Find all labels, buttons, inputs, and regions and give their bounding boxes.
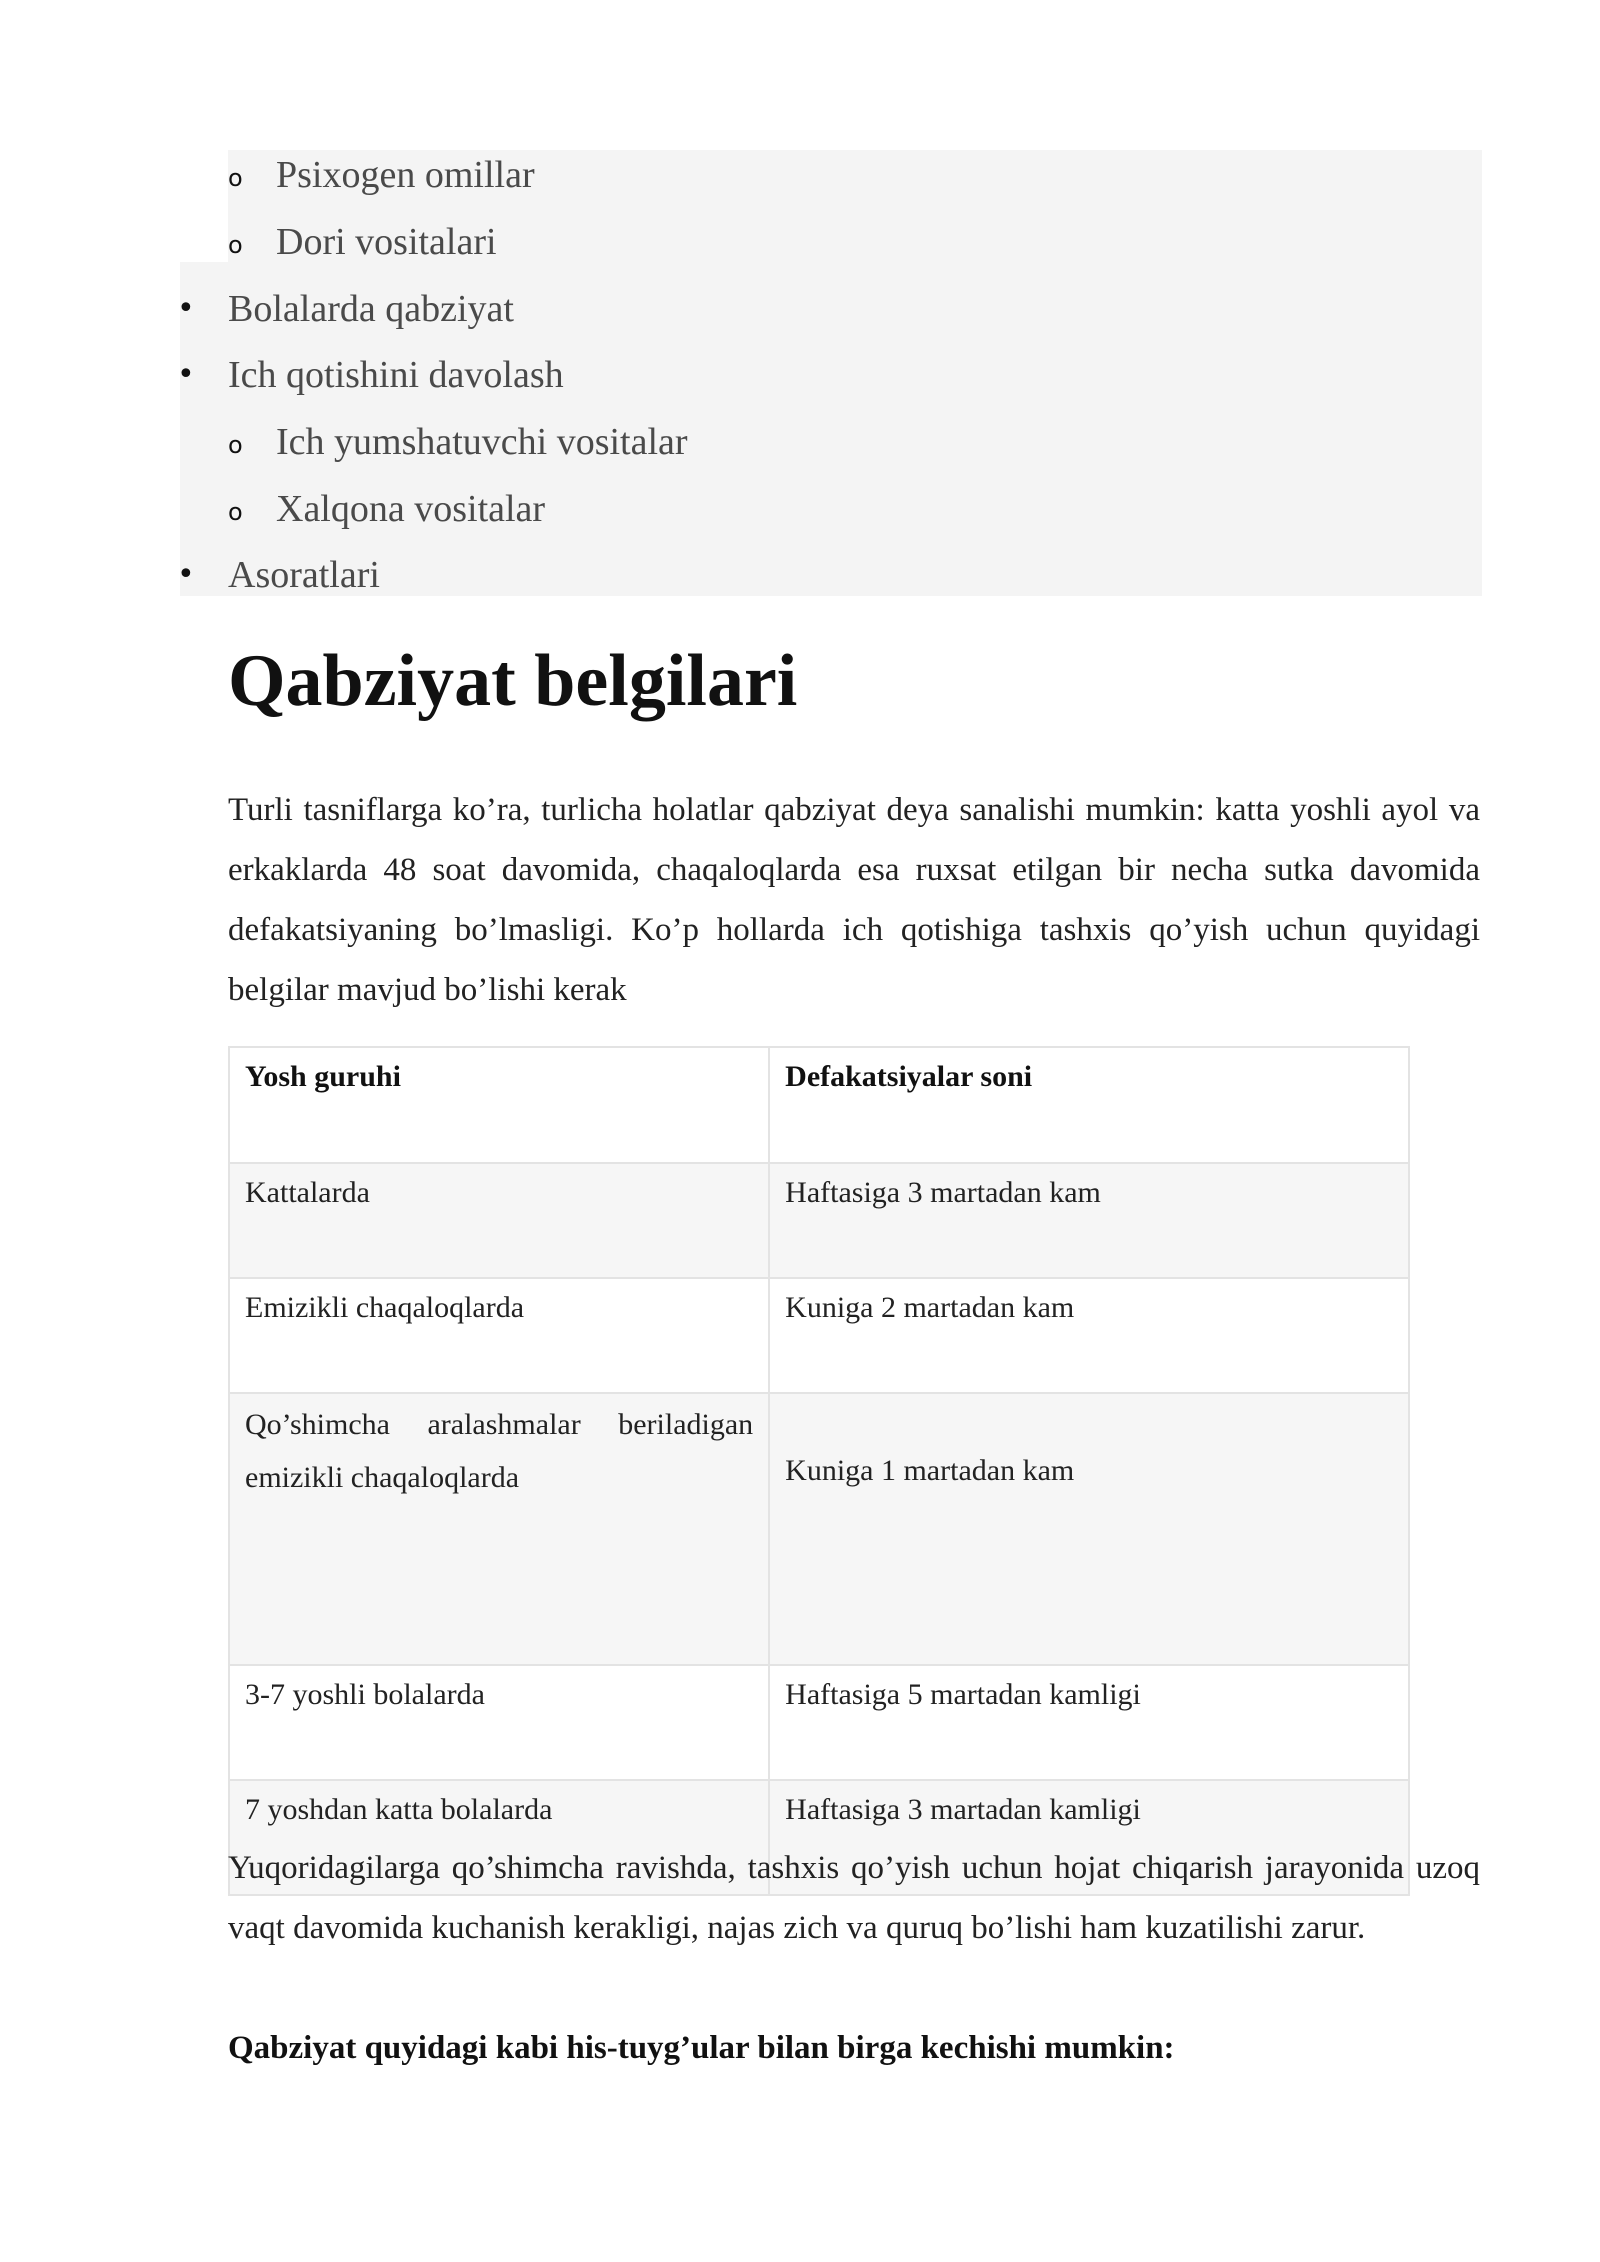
- intro-paragraph: Turli tasniflarga ko’ra, turlicha holatlar qabziyat deya sanalishi mumkin: katta yoshli ayol va erkaklarda 48 soat davomida, chaqaloqlarda esa ruxsat etilgan bir necha sutka davomida defakatsiyaning bo’lmasligi. Ko’p hollarda ich qotishiga tashxis qo’yish uchun quyidagi belgilar mavjud bo’lishi kerak: [228, 792, 1480, 1008]
- toc-link-xalqona-vositalar[interactable]: Xalqona vositalar: [276, 488, 546, 530]
- table-cell-frequency: Haftasiga 3 martadan kamligi: [769, 1780, 1409, 1895]
- toc-link-psixogen-omillar[interactable]: Psixogen omillar: [276, 154, 535, 196]
- table-cell-age-group: 3-7 yoshli bolalarda: [229, 1665, 769, 1780]
- table-cell-text: Qo’shimcha aralashmalar beriladigan emizikli chaqaloqlarda: [245, 1408, 754, 1494]
- table-cell-age-group: [229, 1393, 769, 1665]
- table-cell-age-group: Emizikli chaqaloqlarda: [229, 1278, 769, 1393]
- table-row: [229, 1665, 1409, 1780]
- symptoms-intro-bold: Qabziyat quyidagi kabi his-tuyg’ular bilan birga kechishi mumkin:: [228, 2030, 1175, 2066]
- table-header-row: [229, 1047, 1409, 1163]
- toc-link-ich-yumshatuvchi-vositalar[interactable]: Ich yumshatuvchi vositalar: [276, 421, 688, 463]
- symptoms-table: [228, 1046, 1410, 1896]
- table-row: [229, 1393, 1409, 1665]
- table-cell-frequency: Kuniga 2 martadan kam: [769, 1278, 1409, 1393]
- table-cell-frequency: Kuniga 1 martadan kam: [769, 1393, 1409, 1665]
- bullet-icon: •: [177, 291, 195, 326]
- table-cell-frequency: Haftasiga 3 martadan kam: [769, 1163, 1409, 1278]
- bullet-icon: •: [177, 357, 195, 392]
- bullet-icon: •: [177, 557, 195, 592]
- table-header-cell: Defakatsiyalar soni: [769, 1047, 1409, 1163]
- table-row: [229, 1163, 1409, 1278]
- table-header-cell: Yosh guruhi: [229, 1047, 769, 1163]
- toc-link-bolalarda-qabziyat[interactable]: Bolalarda qabziyat: [228, 288, 514, 330]
- table-cell-frequency: Haftasiga 5 martadan kamligi: [769, 1665, 1409, 1780]
- table-cell-age-group: 7 yoshdan katta bolalarda: [229, 1780, 769, 1895]
- toc-link-dori-vositalari[interactable]: Dori vositalari: [276, 221, 497, 263]
- diagnosis-paragraph: Yuqoridagilarga qo’shimcha ravishda, tashxis qo’yish uchun hojat chiqarish jarayonida uzoq vaqt davomida kuchanish kerakligi, najas zich va quruq bo’lishi ham kuzatilishi zarur.: [228, 1850, 1480, 1946]
- table-row: [229, 1278, 1409, 1393]
- toc-link-ich-qotishini-davolash[interactable]: Ich qotishini davolash: [228, 354, 564, 396]
- table-cell-age-group: Kattalarda: [229, 1163, 769, 1278]
- toc-link-asoratlari[interactable]: Asoratlari: [228, 554, 380, 596]
- sub-bullet-icon: o: [228, 431, 243, 459]
- sub-bullet-icon: o: [228, 498, 243, 526]
- sub-bullet-icon: o: [228, 164, 243, 192]
- sub-bullet-icon: o: [228, 231, 243, 259]
- section-heading: Qabziyat belgilari: [228, 640, 798, 722]
